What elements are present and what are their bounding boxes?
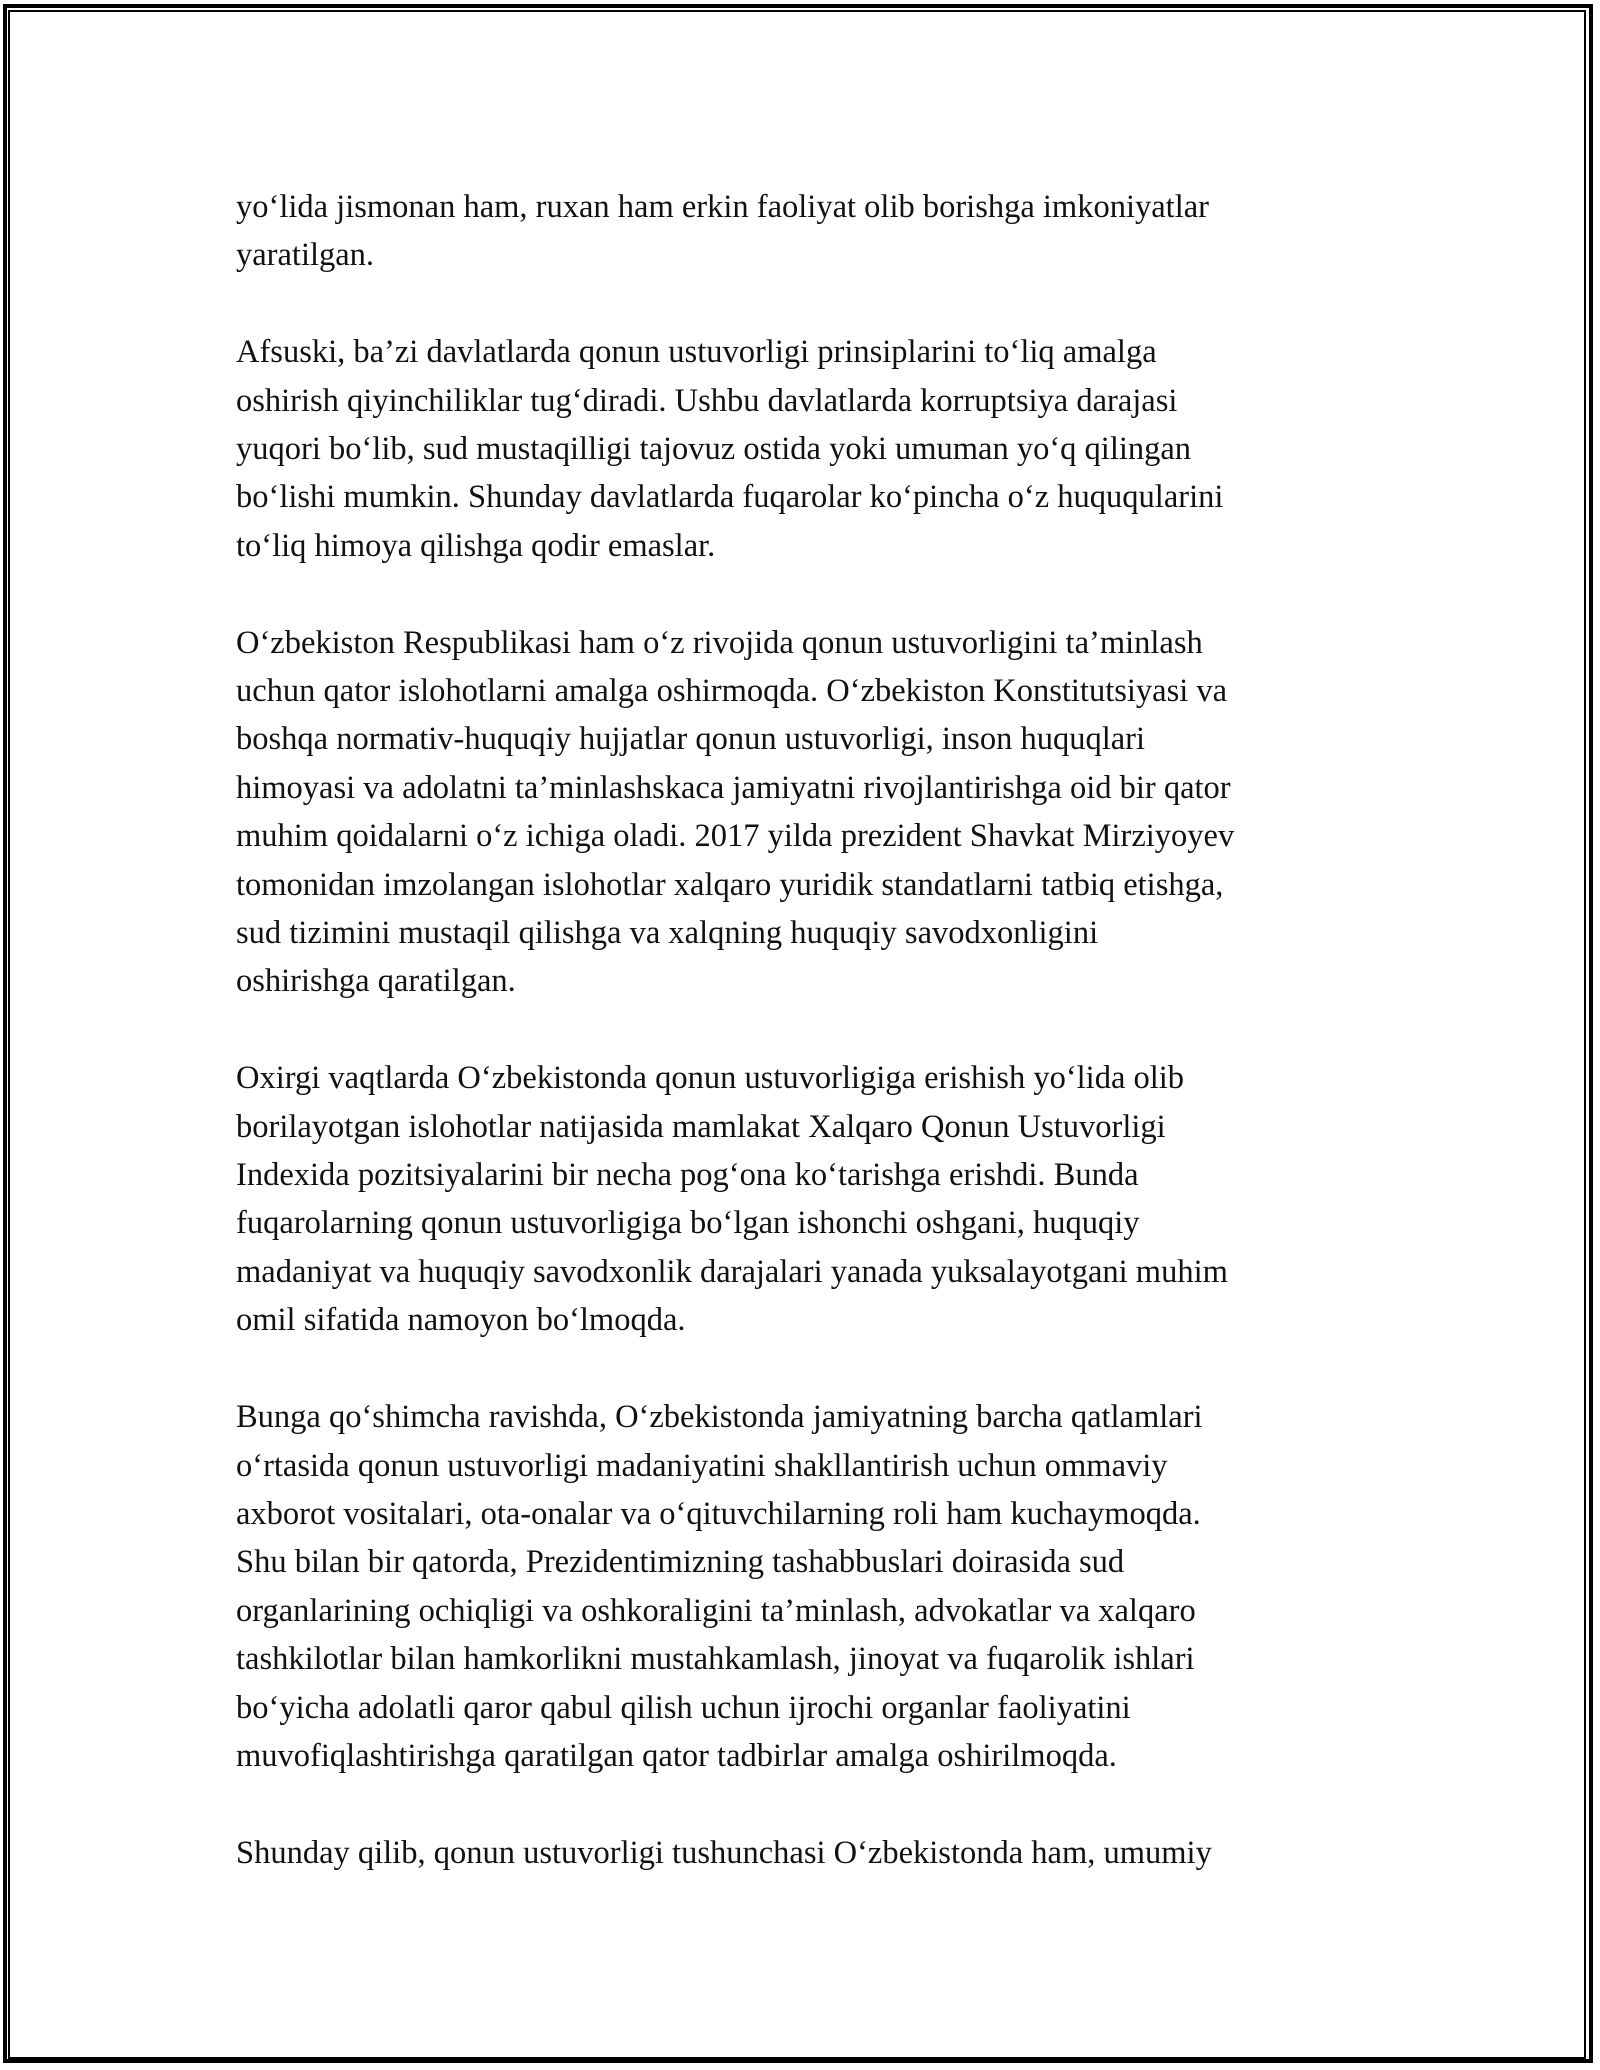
paragraph-3: O‘zbekiston Respublikasi ham o‘z rivojida qonun ustuvorligini ta’minlash uchun qator islohotlarni amalga oshirmoqda. O‘zbekiston Konstitutsiyasi va boshqa normativ-huquqiy hujjatlar qonun ustuvorligi, inson huquqlari himoyasi va adolatni ta’minlashskaca jamiyatni rivojlantirishga oid bir qator muhim qoidalarni o‘z ichiga oladi. 2017 yilda prezident Shavkat Mirziyoyev tomonidan imzolangan islohotlar xalqaro yuridik standatlarni tatbiq etishga, sud tizimini mustaqil qilishga va xalqning huquqiy savodxonligini oshirishga qaratilgan.: [236, 624, 1235, 1000]
paragraph-1: yo‘lida jismonan ham, ruxan ham erkin faoliyat olib borishga imkoniyatlar yaratilgan.: [236, 189, 1209, 274]
document-body: [236, 183, 1386, 1877]
paragraph-2: Afsuski, ba’zi davlatlarda qonun ustuvorligi prinsiplarini to‘liq amalga oshirish qiyinchiliklar tug‘diradi. Ushbu davlatlarda korruptsiya darajasi yuqori bo‘lib, sud mustaqilligi tajovuz ostida yoki umuman yo‘q qilingan bo‘lishi mumkin. Shunday davlatlarda fuqarolar ko‘pincha o‘z huquqularini to‘liq himoya qilishga qodir emaslar.: [236, 334, 1224, 564]
paragraph-5: Bunga qo‘shimcha ravishda, O‘zbekistonda jamiyatning barcha qatlamlari o‘rtasida qonun ustuvorligi madaniyatini shakllantirish uchun ommaviy axborot vositalari, ota-onalar va o‘qituvchilarning roli ham kuchaymoqda. Shu bilan bir qatorda, Prezidentimizning tashabbuslari doirasida sud organlarining ochiqligi va oshkoraligini ta’minlash, advokatlar va xalqaro tashkilotlar bilan hamkorlikni mustahkamlash, jinoyat va fuqarolik ishlari bo‘yicha adolatli qaror qabul qilish uchun ijrochi organlar faoliyatini muvofiqlashtirishga qaratilgan qator tadbirlar amalga oshirilmoqda.: [236, 1399, 1203, 1774]
paragraph-4: Oxirgi vaqtlarda O‘zbekistonda qonun ustuvorligiga erishish yo‘lida olib borilayotgan islohotlar natijasida mamlakat Xalqaro Qonun Ustuvorligi Indexida pozitsiyalarini bir necha pog‘ona ko‘tarishga erishdi. Bunda fuqarolarning qonun ustuvorligiga bo‘lgan ishonchi oshgani, huquqiy madaniyat va huquqiy savodxonlik darajalari yanada yuksalayotgani muhim omil sifatida namoyon bo‘lmoqda.: [236, 1060, 1228, 1339]
paragraph-6: Shunday qilib, qonun ustuvorligi tushunchasi O‘zbekistonda ham, umumiy: [236, 1834, 1212, 1871]
